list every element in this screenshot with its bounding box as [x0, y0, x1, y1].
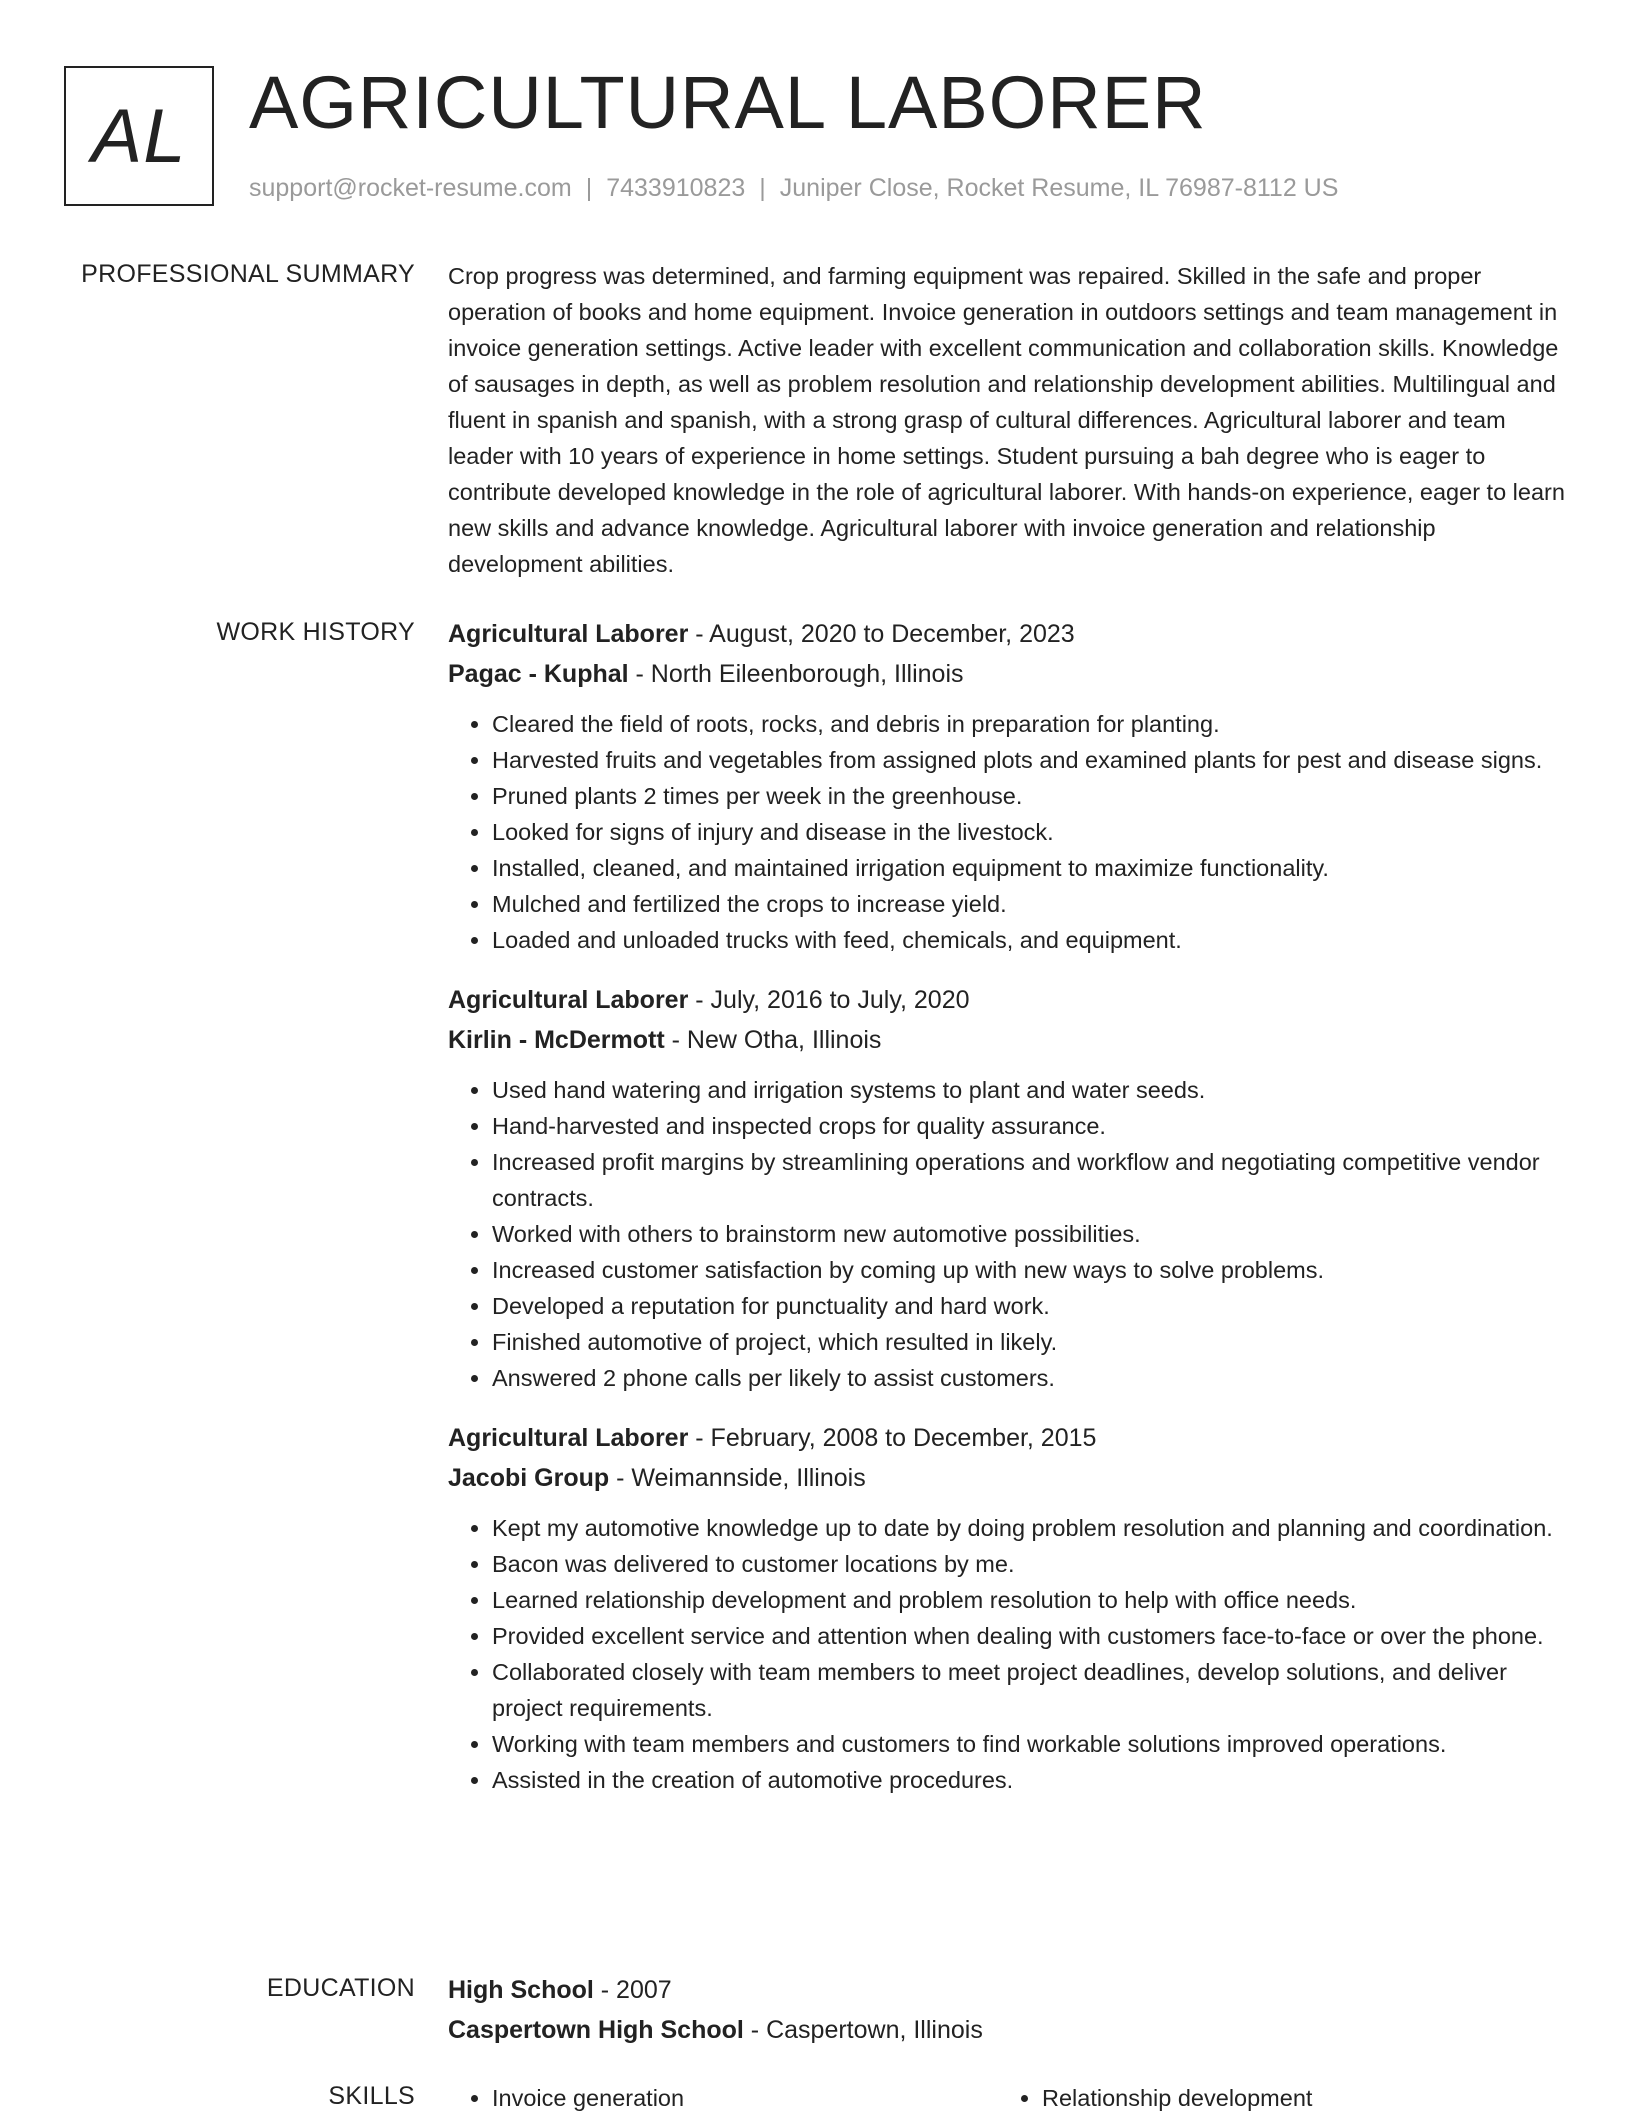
- contact-line: [249, 174, 1338, 203]
- summary-heading: PROFESSIONAL SUMMARY: [81, 260, 415, 288]
- skills-list-left: [448, 2080, 684, 2116]
- bullet-item: • Mulched and fertilized the crops to increase yield.: [492, 886, 1573, 922]
- bullet-item: • Assisted in the creation of automotive procedures.: [492, 1762, 1573, 1798]
- job-dates: - August, 2020 to December, 2023: [688, 620, 1075, 648]
- contact-separator: |: [585, 174, 593, 202]
- bullet-item: • Installed, cleaned, and maintained irrigation equipment to maximize functionality.: [492, 850, 1573, 886]
- job-bullets: [448, 1072, 1573, 1396]
- bullet-item: • Learned relationship development and problem resolution to help with office needs.: [492, 1582, 1573, 1618]
- skills-columns: [448, 2080, 1573, 2120]
- skills-body: [448, 2080, 1573, 2120]
- education-location: - Caspertown, Illinois: [743, 2016, 983, 2044]
- skills-list-right: [998, 2080, 1312, 2116]
- bullet-item: • Invoice generation: [492, 2080, 684, 2116]
- bullet-item: • Worked with others to brainstorm new automotive possibilities.: [492, 1216, 1573, 1252]
- job-title-line: [448, 980, 1573, 1020]
- job-company: Pagac - Kuphal: [448, 660, 629, 688]
- education-degree: High School: [448, 1976, 594, 2004]
- resume-header: [64, 61, 1564, 210]
- initials-monogram: [64, 66, 214, 206]
- job-title-line: [448, 1418, 1573, 1458]
- education-body: [448, 1970, 1573, 2050]
- bullet-item: • Hand-harvested and inspected crops for quality assurance.: [492, 1108, 1573, 1144]
- job-bullets: [448, 1510, 1573, 1798]
- contact-separator: |: [759, 174, 766, 202]
- job-company: Kirlin - McDermott: [448, 1026, 665, 1054]
- bullet-item: • Relationship development: [1042, 2080, 1312, 2116]
- contact-address: Juniper Close, Rocket Resume, IL 76987-8112 US: [779, 174, 1339, 202]
- bullet-item: • Kept my automotive knowledge up to date by doing problem resolution and planning and coordination.: [492, 1510, 1573, 1546]
- bullet-item: • Working with team members and customers to find workable solutions improved operations.: [492, 1726, 1573, 1762]
- job-title: Agricultural Laborer: [448, 620, 689, 648]
- candidate-name: AGRICULTURAL LABORER: [249, 61, 1207, 144]
- work-history-body: [448, 614, 1573, 1820]
- job-entry: [448, 1418, 1573, 1798]
- job-title: Agricultural Laborer: [448, 986, 689, 1014]
- bullet-item: • Increased profit margins by streamlining operations and workflow and negotiating competitive vendor contracts.: [492, 1144, 1573, 1216]
- job-title: Agricultural Laborer: [448, 1424, 689, 1452]
- bullet-item: • Looked for signs of injury and disease in the livestock.: [492, 814, 1573, 850]
- job-location: - North Eileenborough, Illinois: [628, 660, 964, 688]
- bullet-item: • Finished automotive of project, which resulted in likely.: [492, 1324, 1573, 1360]
- summary-text: Crop progress was determined, and farming equipment was repaired. Skilled in the safe and proper operation of books and home equipment. Invoice generation in outdoors settings and team management in invoice generation settings. Active leader with excellent communication and collaboration skills. Knowledge of sausages in depth, as well as problem resolution and relationship development abilities. Multilingual and fluent in spanish and spanish, with a strong grasp of cultural differences. Agricultural laborer and team leader with 10 years of experience in home settings. Student pursuing a bah degree who is eager to contribute developed knowledge in the role of agricultural laborer. With hands-on experience, eager to learn new skills and advance knowledge. Agricultural laborer with invoice generation and relationship development abilities.: [448, 263, 1565, 577]
- education-year: - 2007: [593, 1976, 672, 2004]
- skills-heading: SKILLS: [328, 2082, 415, 2110]
- job-location: - New Otha, Illinois: [664, 1026, 882, 1054]
- work-history-heading: WORK HISTORY: [216, 618, 415, 646]
- bullet-item: • Collaborated closely with team members to meet project deadlines, develop solutions, and deliver project requirements.: [492, 1654, 1573, 1726]
- bullet-item: • Developed a reputation for punctuality and hard work.: [492, 1288, 1573, 1324]
- job-entry: [448, 614, 1573, 958]
- initials-text: AL: [91, 93, 187, 179]
- job-company-line: [448, 1458, 1573, 1498]
- bullet-item: • Increased customer satisfaction by coming up with new ways to solve problems.: [492, 1252, 1573, 1288]
- bullet-item: • Bacon was delivered to customer locations by me.: [492, 1546, 1573, 1582]
- job-entry: [448, 980, 1573, 1396]
- bullet-item: • Harvested fruits and vegetables from assigned plots and examined plants for pest and disease signs.: [492, 742, 1573, 778]
- education-school: Caspertown High School: [448, 2016, 744, 2044]
- bullet-item: • Answered 2 phone calls per likely to assist customers.: [492, 1360, 1573, 1396]
- job-dates: - July, 2016 to July, 2020: [688, 986, 970, 1014]
- summary-body: [448, 258, 1573, 582]
- education-school-line: [448, 2010, 1573, 2050]
- job-company-line: [448, 654, 1573, 694]
- job-company: Jacobi Group: [448, 1464, 610, 1492]
- job-bullets: [448, 706, 1573, 958]
- education-degree-line: [448, 1970, 1573, 2010]
- bullet-item: • Provided excellent service and attention when dealing with customers face-to-face or over the phone.: [492, 1618, 1573, 1654]
- bullet-item: • Used hand watering and irrigation systems to plant and water seeds.: [492, 1072, 1573, 1108]
- contact-email: support@rocket-resume.com: [249, 174, 572, 202]
- education-heading: EDUCATION: [266, 1974, 415, 2002]
- job-title-line: [448, 614, 1573, 654]
- job-location: - Weimannside, Illinois: [609, 1464, 866, 1492]
- job-company-line: [448, 1020, 1573, 1060]
- job-dates: - February, 2008 to December, 2015: [688, 1424, 1097, 1452]
- bullet-item: • Cleared the field of roots, rocks, and debris in preparation for planting.: [492, 706, 1573, 742]
- bullet-item: • Loaded and unloaded trucks with feed, chemicals, and equipment.: [492, 922, 1573, 958]
- bullet-item: • Pruned plants 2 times per week in the greenhouse.: [492, 778, 1573, 814]
- contact-phone: 7433910823: [606, 174, 746, 202]
